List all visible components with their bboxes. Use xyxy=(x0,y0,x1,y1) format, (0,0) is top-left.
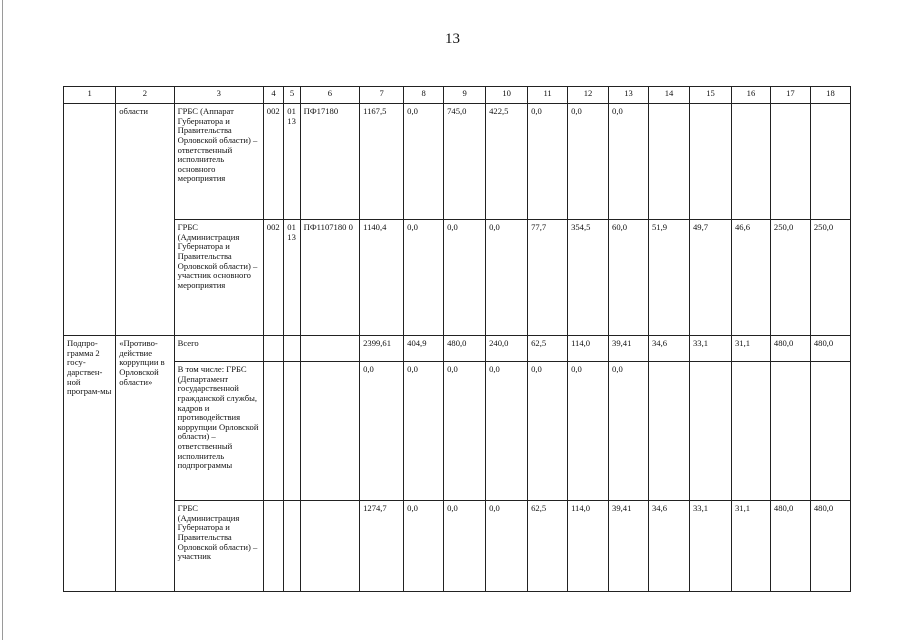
value-cell-col-13: 60,0 xyxy=(609,220,649,336)
program-name-cell xyxy=(64,104,116,336)
value-cell-col-14 xyxy=(649,104,690,220)
header-cell-12: 12 xyxy=(568,87,609,104)
budget-table xyxy=(63,86,851,592)
value-cell-col-18: 480,0 xyxy=(810,501,850,592)
value-cell-col-18 xyxy=(810,104,850,220)
header-cell-18: 18 xyxy=(810,87,850,104)
grbs-code-cell xyxy=(263,501,283,592)
value-cell-col-17: 480,0 xyxy=(770,501,810,592)
program-title-cell: «Противо-действие коррупции в Орловской области» xyxy=(116,336,174,592)
table-row xyxy=(64,336,851,362)
header-cell-16: 16 xyxy=(731,87,770,104)
section-code-cell: 01 13 xyxy=(284,220,300,336)
executor-cell: ГРБС (Аппарат Губернатора и Правительства Орловской области) – ответственный исполнитель основного мероприятия xyxy=(174,104,263,220)
value-cell-col-17: 480,0 xyxy=(770,336,810,362)
header-cell-11: 11 xyxy=(528,87,568,104)
executor-cell: В том числе: ГРБС (Департамент государственной гражданской службы, кадров и противодействия коррупции Орловской области) – ответственный исполнитель подпрограммы xyxy=(174,362,263,501)
value-cell-col-16: 46,6 xyxy=(731,220,770,336)
target-article-cell: ПФ17180 xyxy=(300,104,359,220)
header-cell-15: 15 xyxy=(689,87,731,104)
header-cell-6: 6 xyxy=(300,87,359,104)
value-cell-col-15 xyxy=(689,362,731,501)
value-cell-col-7: 1167,5 xyxy=(360,104,404,220)
value-cell-col-8: 0,0 xyxy=(404,220,444,336)
value-cell-col-11: 62,5 xyxy=(528,336,568,362)
value-cell-col-7: 1140,4 xyxy=(360,220,404,336)
value-cell-col-14 xyxy=(649,362,690,501)
value-cell-col-11: 0,0 xyxy=(528,362,568,501)
value-cell-col-7: 0,0 xyxy=(360,362,404,501)
value-cell-col-13: 0,0 xyxy=(609,362,649,501)
scan-edge-line xyxy=(2,0,3,640)
table-row xyxy=(64,501,851,592)
header-cell-7: 7 xyxy=(360,87,404,104)
header-row xyxy=(64,87,851,104)
program-name-cell: Подпро-грамма 2 госу-дарствен-ной програм-мы xyxy=(64,336,116,592)
value-cell-col-8: 404,9 xyxy=(404,336,444,362)
target-article-cell xyxy=(300,336,359,362)
grbs-code-cell: 002 xyxy=(263,220,283,336)
value-cell-col-16 xyxy=(731,104,770,220)
value-cell-col-11: 77,7 xyxy=(528,220,568,336)
header-cell-5: 5 xyxy=(284,87,300,104)
value-cell-col-8: 0,0 xyxy=(404,501,444,592)
table-row xyxy=(64,220,851,336)
value-cell-col-7: 1274,7 xyxy=(360,501,404,592)
value-cell-col-9: 0,0 xyxy=(444,501,486,592)
header-cell-9: 9 xyxy=(444,87,486,104)
value-cell-col-18 xyxy=(810,362,850,501)
value-cell-col-16 xyxy=(731,362,770,501)
value-cell-col-12: 114,0 xyxy=(568,336,609,362)
value-cell-col-11: 0,0 xyxy=(528,104,568,220)
target-article-cell: ПФ1107180 0 xyxy=(300,220,359,336)
grbs-code-cell xyxy=(263,336,283,362)
page-number: 13 xyxy=(445,31,460,47)
value-cell-col-16: 31,1 xyxy=(731,336,770,362)
section-code-cell xyxy=(284,501,300,592)
value-cell-col-10: 422,5 xyxy=(486,104,528,220)
executor-cell: ГРБС (Администрация Губернатора и Правительства Орловской области) – участник xyxy=(174,501,263,592)
value-cell-col-10: 0,0 xyxy=(486,362,528,501)
header-cell-13: 13 xyxy=(609,87,649,104)
executor-cell: ГРБС (Администрация Губернатора и Правительства Орловской области) – участник основного мероприятия xyxy=(174,220,263,336)
header-cell-14: 14 xyxy=(649,87,690,104)
value-cell-col-13: 39,41 xyxy=(609,336,649,362)
value-cell-col-10: 0,0 xyxy=(486,220,528,336)
target-article-cell xyxy=(300,362,359,501)
value-cell-col-17 xyxy=(770,362,810,501)
value-cell-col-9: 0,0 xyxy=(444,362,486,501)
value-cell-col-15: 49,7 xyxy=(689,220,731,336)
value-cell-col-16: 31,1 xyxy=(731,501,770,592)
value-cell-col-12: 354,5 xyxy=(568,220,609,336)
table-row xyxy=(64,362,851,501)
value-cell-col-7: 2399,61 xyxy=(360,336,404,362)
grbs-code-cell xyxy=(263,362,283,501)
table-row xyxy=(64,104,851,220)
value-cell-col-15: 33,1 xyxy=(689,336,731,362)
header-cell-1: 1 xyxy=(64,87,116,104)
value-cell-col-15 xyxy=(689,104,731,220)
section-code-cell: 01 13 xyxy=(284,104,300,220)
value-cell-col-10: 240,0 xyxy=(486,336,528,362)
header-cell-2: 2 xyxy=(116,87,174,104)
value-cell-col-8: 0,0 xyxy=(404,104,444,220)
value-cell-col-15: 33,1 xyxy=(689,501,731,592)
value-cell-col-14: 34,6 xyxy=(649,336,690,362)
value-cell-col-18: 480,0 xyxy=(810,336,850,362)
value-cell-col-9: 745,0 xyxy=(444,104,486,220)
header-cell-10: 10 xyxy=(486,87,528,104)
header-cell-17: 17 xyxy=(770,87,810,104)
section-code-cell xyxy=(284,362,300,501)
value-cell-col-18: 250,0 xyxy=(810,220,850,336)
section-code-cell xyxy=(284,336,300,362)
value-cell-col-14: 34,6 xyxy=(649,501,690,592)
value-cell-col-12: 114,0 xyxy=(568,501,609,592)
grbs-code-cell: 002 xyxy=(263,104,283,220)
header-cell-3: 3 xyxy=(174,87,263,104)
value-cell-col-8: 0,0 xyxy=(404,362,444,501)
value-cell-col-12: 0,0 xyxy=(568,104,609,220)
value-cell-col-10: 0,0 xyxy=(486,501,528,592)
value-cell-col-9: 480,0 xyxy=(444,336,486,362)
target-article-cell xyxy=(300,501,359,592)
value-cell-col-14: 51,9 xyxy=(649,220,690,336)
header-cell-8: 8 xyxy=(404,87,444,104)
program-title-cell: области xyxy=(116,104,174,336)
value-cell-col-9: 0,0 xyxy=(444,220,486,336)
value-cell-col-13: 39,41 xyxy=(609,501,649,592)
header-cell-4: 4 xyxy=(263,87,283,104)
value-cell-col-12: 0,0 xyxy=(568,362,609,501)
value-cell-col-13: 0,0 xyxy=(609,104,649,220)
executor-cell: Всего xyxy=(174,336,263,362)
value-cell-col-17: 250,0 xyxy=(770,220,810,336)
value-cell-col-17 xyxy=(770,104,810,220)
value-cell-col-11: 62,5 xyxy=(528,501,568,592)
